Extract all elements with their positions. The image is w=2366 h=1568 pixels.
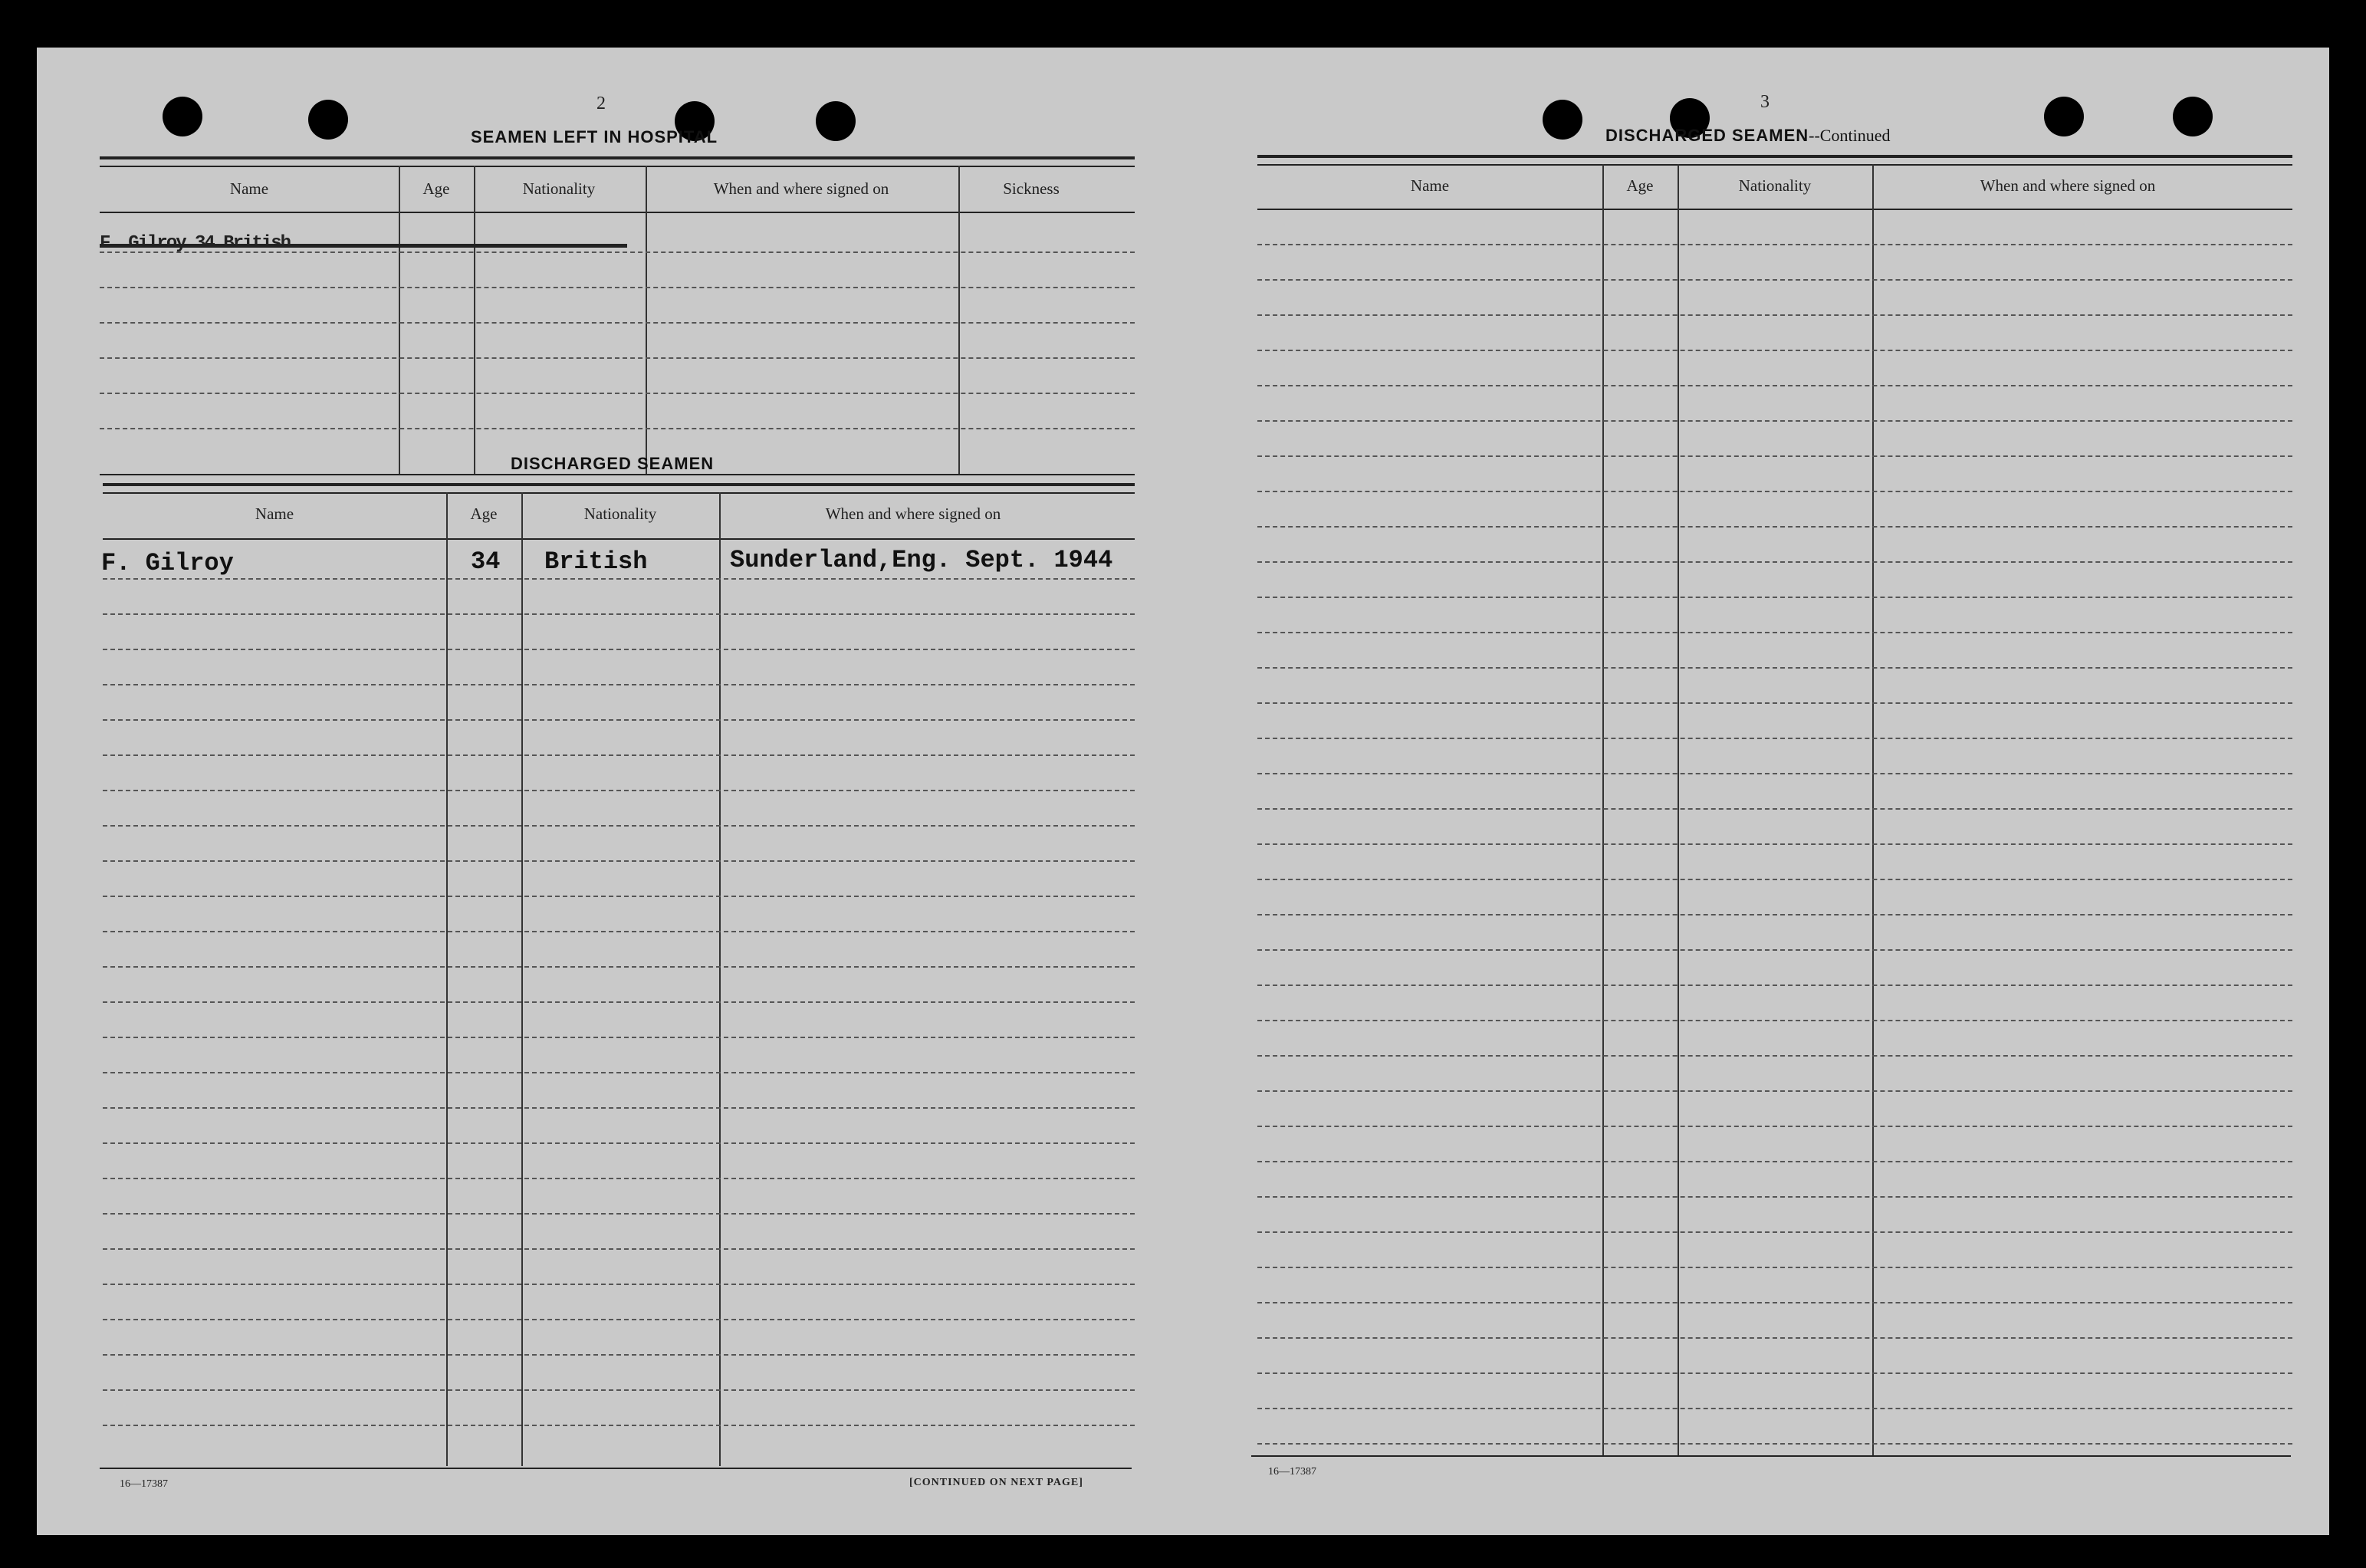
col-header-signed-on: When and where signed on (1980, 176, 2156, 195)
rule (1251, 1455, 2291, 1457)
rule (100, 166, 1135, 167)
entry-line (1257, 1302, 2292, 1303)
entry-line (103, 825, 1135, 827)
entry-line (1257, 879, 2292, 880)
page-number-right: 3 (1760, 92, 1770, 112)
entry-line (1257, 385, 2292, 386)
struck-hospital-entry: F. Gilroy 34 British (100, 233, 627, 254)
entry-line (103, 613, 1135, 615)
entry-line (1257, 1231, 2292, 1233)
seaman-age: 34 (471, 547, 501, 576)
rule (103, 492, 1135, 494)
col-header-nationality: Nationality (522, 179, 596, 198)
col-header-name: Name (1410, 176, 1450, 195)
entry-line (103, 1142, 1135, 1144)
entry-line (1257, 455, 2292, 457)
entry-line (100, 287, 1135, 288)
entry-line (1257, 279, 2292, 281)
rule (1257, 155, 2292, 158)
rule (100, 1468, 1132, 1469)
document-sheet (37, 48, 2329, 1535)
entry-line (100, 428, 1135, 429)
col-header-signed-on: When and where signed on (713, 179, 889, 198)
header-rule (103, 538, 1135, 540)
entry-line (1257, 597, 2292, 598)
entry-line (103, 860, 1135, 862)
header-rule (100, 212, 1135, 213)
entry-line (1257, 244, 2292, 245)
entry-line (103, 1248, 1135, 1250)
header-rule (1257, 209, 2292, 210)
entry-line (103, 896, 1135, 897)
punch-hole (2044, 97, 2084, 136)
entry-line (1257, 1055, 2292, 1057)
punch-hole (1543, 100, 1582, 140)
entry-line (1257, 350, 2292, 351)
column-divider (1872, 164, 1874, 1457)
entry-line (103, 1389, 1135, 1391)
entry-line (1257, 561, 2292, 563)
rule (1257, 164, 2292, 166)
continued-title-main: DISCHARGED SEAMEN (1605, 126, 1809, 145)
form-code: 16—17387 (120, 1478, 168, 1490)
entry-line (1257, 808, 2292, 810)
col-header-name: Name (229, 179, 269, 198)
entry-line (103, 684, 1135, 685)
entry-line (1257, 526, 2292, 528)
continued-section-title (1605, 126, 1890, 146)
entry-line (103, 1037, 1135, 1038)
hospital-section-title: SEAMEN LEFT IN HOSPITAL (471, 127, 718, 146)
entry-line (103, 719, 1135, 721)
entry-line (1257, 314, 2292, 316)
entry-line (1257, 985, 2292, 986)
form-code: 16—17387 (1268, 1466, 1316, 1478)
col-header-nationality: Nationality (583, 505, 657, 523)
entry-line (1257, 667, 2292, 669)
entry-line (103, 1213, 1135, 1215)
entry-line (1257, 1408, 2292, 1409)
entry-line (1257, 773, 2292, 774)
entry-line (1257, 491, 2292, 492)
entry-line (103, 966, 1135, 968)
continued-title-suffix: --Continued (1809, 126, 1891, 145)
discharged-section-title: DISCHARGED SEAMEN (511, 454, 715, 473)
entry-line (103, 931, 1135, 932)
entry-line (1257, 949, 2292, 951)
entry-line (103, 1178, 1135, 1179)
entry-line (100, 251, 1135, 253)
col-header-age: Age (470, 505, 498, 523)
entry-line (1257, 1161, 2292, 1162)
entry-line (1257, 702, 2292, 704)
entry-line (103, 578, 1135, 580)
entry-line (100, 357, 1135, 359)
entry-line (100, 393, 1135, 394)
entry-line (103, 1072, 1135, 1073)
col-header-age: Age (1626, 176, 1654, 195)
page-number-left: 2 (596, 94, 606, 113)
punch-hole (816, 101, 856, 141)
entry-line (1257, 1267, 2292, 1268)
entry-line (103, 1107, 1135, 1109)
entry-line (1257, 843, 2292, 845)
entry-line (103, 1001, 1135, 1003)
entry-line (1257, 420, 2292, 422)
entry-line (103, 1284, 1135, 1285)
entry-line (1257, 1443, 2292, 1445)
punch-hole (308, 100, 348, 140)
seaman-nationality: British (544, 547, 648, 576)
col-header-nationality: Nationality (1738, 176, 1812, 195)
col-header-name: Name (255, 505, 294, 523)
col-header-signed-on: When and where signed on (825, 505, 1001, 523)
entry-line (1257, 1196, 2292, 1198)
rule (100, 156, 1135, 159)
entry-line (103, 1425, 1135, 1426)
entry-line (1257, 1337, 2292, 1339)
punch-hole (2173, 97, 2213, 136)
column-divider (1678, 164, 1679, 1457)
col-header-sickness: Sickness (1003, 179, 1060, 198)
entry-line (1257, 1126, 2292, 1127)
rule (100, 474, 1135, 475)
punch-hole (163, 97, 202, 136)
entry-line (1257, 914, 2292, 915)
entry-line (103, 649, 1135, 650)
entry-line (103, 790, 1135, 791)
entry-line (103, 754, 1135, 756)
col-header-age: Age (422, 179, 450, 198)
entry-line (1257, 738, 2292, 739)
column-divider (1602, 164, 1604, 1457)
continued-note: [CONTINUED ON NEXT PAGE] (909, 1477, 1083, 1488)
seaman-name: F. Gilroy (101, 549, 234, 577)
entry-line (100, 322, 1135, 324)
entry-line (1257, 1020, 2292, 1021)
entry-line (1257, 1090, 2292, 1092)
rule (103, 483, 1135, 486)
entry-line (103, 1319, 1135, 1320)
entry-line (1257, 632, 2292, 633)
seaman-signed-on: Sunderland,Eng. Sept. 1944 (730, 546, 1113, 574)
entry-line (103, 1354, 1135, 1356)
entry-line (1257, 1372, 2292, 1374)
